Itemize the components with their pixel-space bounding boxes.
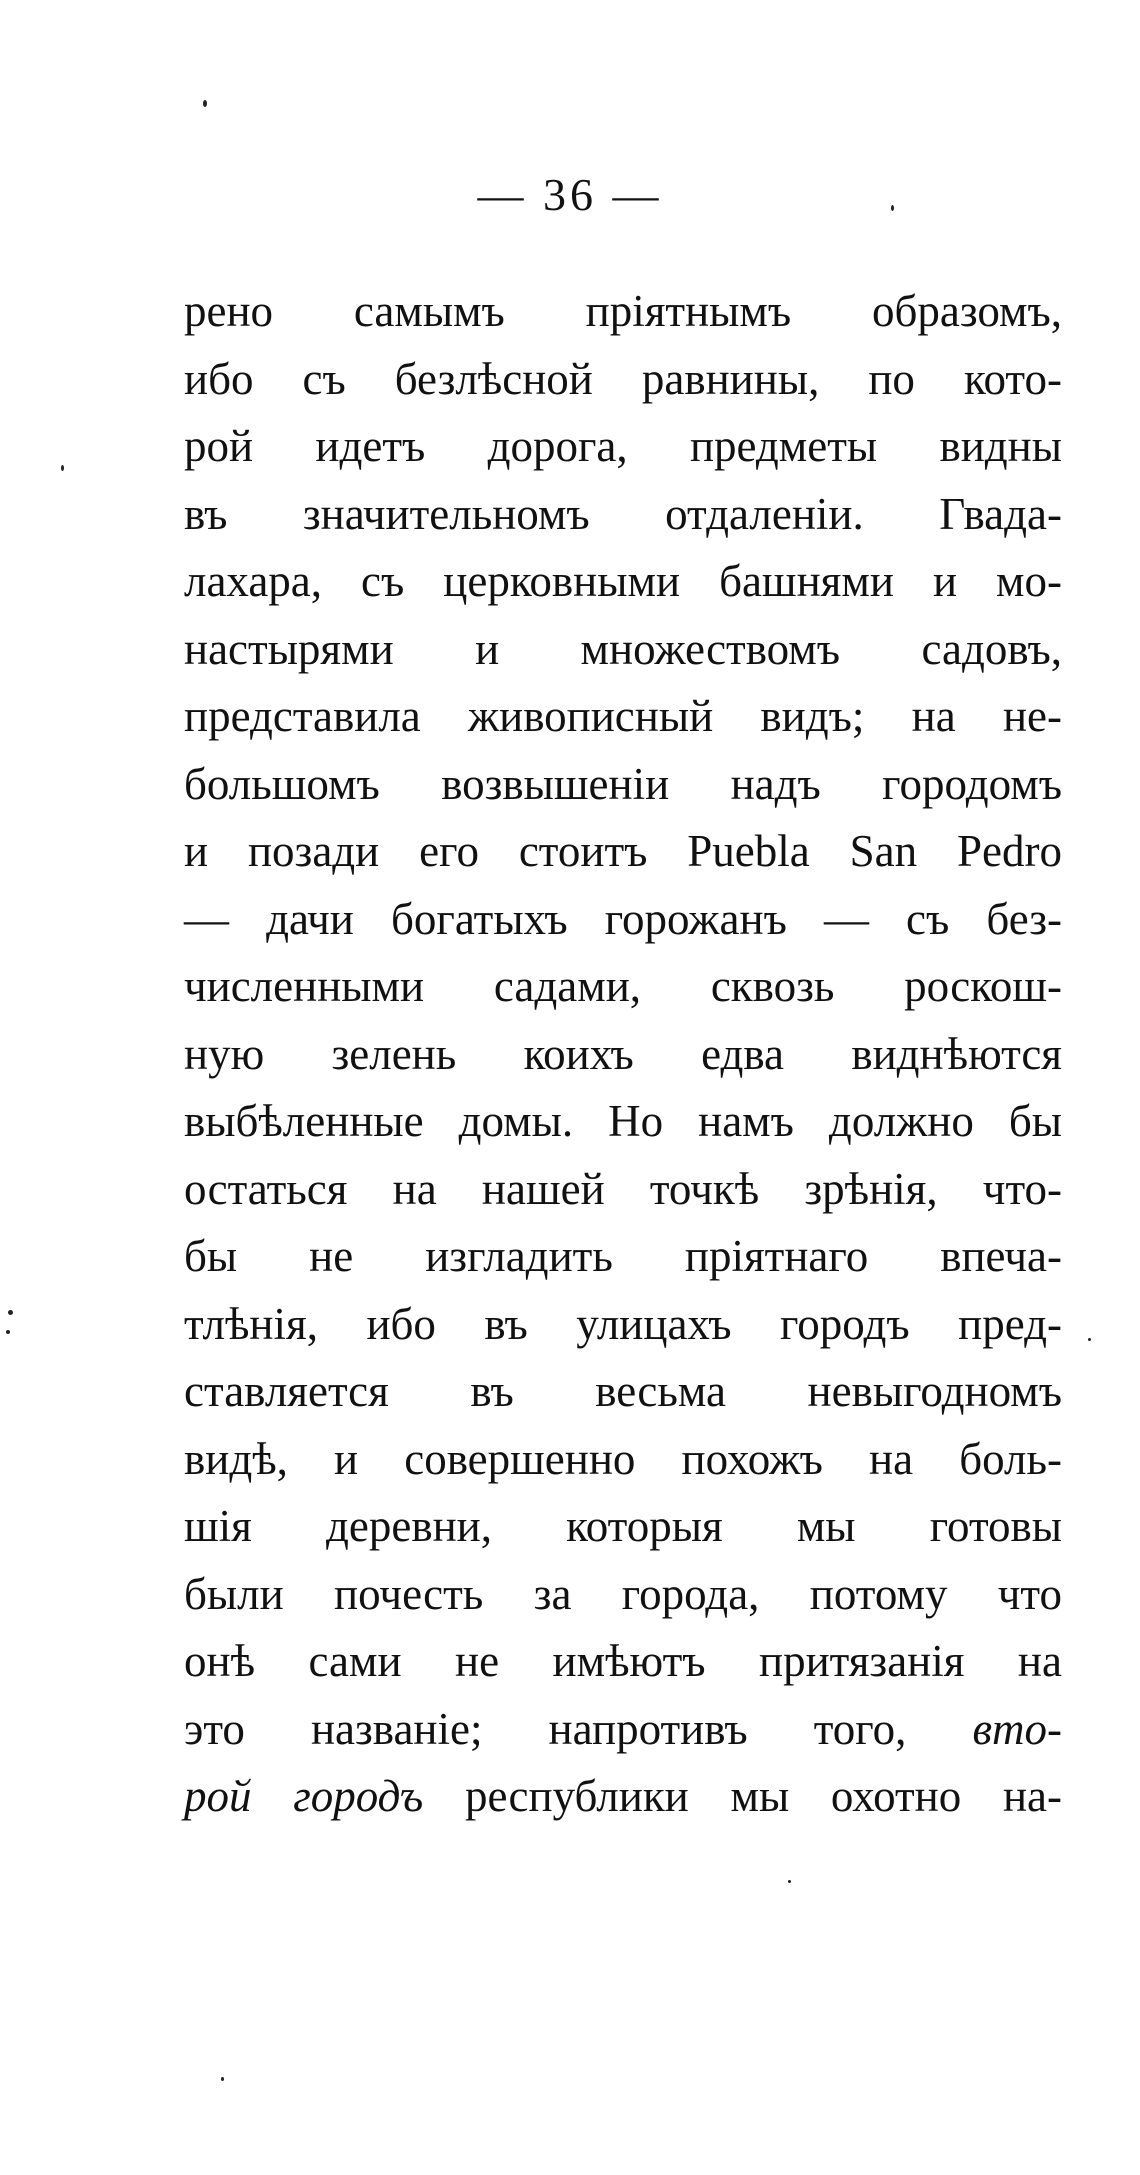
text-segment: это названіе; напротивъ того,: [184, 1703, 907, 1754]
body-text: [184, 278, 1062, 1831]
italic-segment: рой городъ: [184, 1771, 424, 1821]
text-line: выбѣленные домы. Но намъ должно бы: [184, 1096, 1062, 1146]
scan-speck: [61, 465, 64, 471]
scan-speck: [6, 1330, 10, 1334]
text-line: видѣ, и совершенно похожъ на боль-: [184, 1433, 1062, 1484]
text-line: численными садами, сквозь роскош-: [184, 961, 1062, 1011]
scan-speck: [221, 2077, 224, 2081]
text-line: въ значительномъ отдаленіи. Гвада-: [184, 488, 1062, 539]
text-line: ную зелень коихъ едва виднѣются: [184, 1028, 1062, 1079]
text-line: большомъ возвышеніи надъ городомъ: [184, 758, 1062, 809]
text-line: [184, 1696, 1062, 1764]
page-number: — 36 —: [477, 169, 663, 220]
text-line: рено самымъ пріятнымъ образомъ,: [184, 286, 1062, 336]
scan-speck: [891, 205, 894, 211]
text-line: ибо съ безлѣсной равнины, по кото-: [184, 353, 1062, 404]
text-line: настырями и множествомъ садовъ,: [184, 623, 1062, 674]
text-segment: республики мы охотно на-: [464, 1771, 1063, 1821]
text-line: рой идетъ дорога, предметы видны: [184, 421, 1062, 471]
text-line: тлѣнія, ибо въ улицахъ городъ пред-: [184, 1298, 1062, 1349]
text-line: были почесть за города, потому что: [184, 1568, 1062, 1619]
text-line: онѣ сами не имѣютъ притязанія на: [184, 1636, 1062, 1686]
text-line: [184, 1763, 1062, 1831]
italic-segment: вто-: [972, 1703, 1062, 1754]
scan-speck: [788, 1880, 791, 1883]
text-line: ставляется въ весьма невыгодномъ: [184, 1366, 1062, 1416]
text-line: и позади его стоитъ Puebla San Pedro: [184, 826, 1062, 876]
text-line: лахара, съ церковными башнями и мо-: [184, 556, 1062, 606]
text-line: остаться на нашей точкѣ зрѣнія, что-: [184, 1163, 1062, 1214]
scan-speck: [1088, 1338, 1091, 1341]
scan-speck: [203, 100, 207, 107]
text-line: представила живописный видъ; на не-: [184, 691, 1062, 741]
text-line: шія деревни, которыя мы готовы: [184, 1501, 1062, 1551]
scan-speck: [8, 1310, 13, 1315]
text-line: — дачи богатыхъ горожанъ — съ без-: [184, 893, 1062, 944]
text-line: бы не изгладить пріятнаго впеча-: [184, 1231, 1062, 1281]
